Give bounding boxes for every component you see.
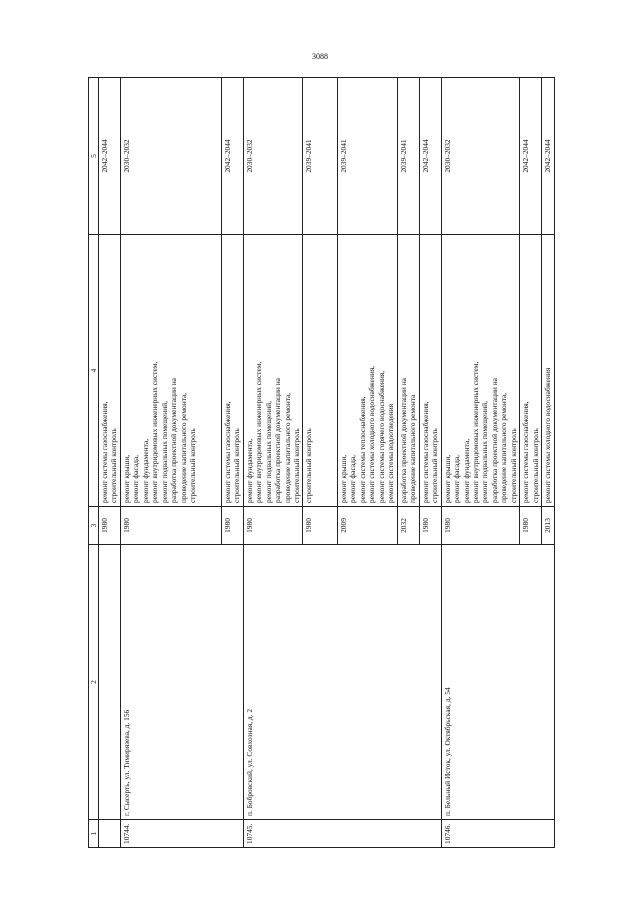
- year-cell: 1980: [520, 507, 542, 545]
- work-line: ремонт внутридомовых инженерных систем,: [471, 361, 480, 503]
- period-cell: 2042–2044: [99, 78, 121, 235]
- works-cell: [441, 235, 520, 507]
- object-number-cell: [99, 820, 121, 848]
- work-line: ремонт подвальных помещений,: [263, 401, 273, 503]
- period-cell: 2030–2032: [243, 78, 303, 235]
- header-row: [89, 78, 99, 848]
- work-line: ремонт системы теплоснабжения,: [357, 396, 367, 503]
- header-cell: 5: [89, 78, 99, 235]
- year-cell: 2009: [337, 507, 397, 545]
- works-cell: [542, 235, 554, 507]
- address-cell: [99, 545, 121, 820]
- work-line: разработка проектной документации на: [489, 378, 499, 503]
- year-cell: 1980: [221, 507, 243, 545]
- work-line: ремонт системы водоотведения: [386, 403, 396, 503]
- work-line: проведение капитального ремонта,: [499, 392, 509, 503]
- table-row: [441, 78, 520, 848]
- capital-repair-table: [88, 77, 555, 848]
- work-line: проведение капитального ремонта,: [282, 392, 292, 503]
- period-cell: 2042–2044: [520, 78, 542, 235]
- page-number: 3088: [312, 52, 328, 61]
- work-line: ремонт подвальных помещений,: [159, 401, 169, 503]
- work-line: проведение капитального ремонта,: [178, 392, 188, 503]
- table-row: [120, 78, 221, 848]
- work-line: ремонт фундамента,: [140, 438, 150, 503]
- work-line: ремонт системы газоснабжения,: [222, 401, 232, 503]
- cell-spacer: [198, 238, 220, 503]
- work-line: строительный контроль: [430, 428, 440, 503]
- work-line: ремонт внутридомовых инженерных систем,: [254, 361, 264, 503]
- works-cell: [303, 235, 337, 507]
- work-line: ремонт фасада,: [452, 455, 462, 503]
- table-row: [243, 78, 303, 848]
- work-line: ремонт фундамента,: [461, 438, 471, 503]
- works-cell: [221, 235, 243, 507]
- period-cell: 2039–2041: [337, 78, 397, 235]
- header-cell: 4: [89, 235, 99, 507]
- works-cell: [120, 235, 221, 507]
- header-cell: 3: [89, 507, 99, 545]
- cell-spacer: [314, 238, 336, 503]
- work-line: строительный контроль: [232, 428, 242, 503]
- period-cell: 2039–2041: [397, 78, 419, 235]
- object-number-cell: 10746.: [441, 820, 554, 848]
- period-cell: 2042–2044: [221, 78, 243, 235]
- work-line: ремонт системы холодного водоснабжения: [543, 367, 553, 503]
- address-cell: г. Сысерть, ул. Тимирязева, д. 156: [120, 545, 243, 820]
- work-line: строительный контроль: [304, 428, 314, 503]
- work-line: ремонт крыши,: [442, 454, 452, 503]
- work-line: ремонт системы газоснабжения,: [100, 401, 109, 503]
- work-line: строительный контроль: [508, 428, 518, 503]
- period-cell: 2042–2044: [542, 78, 554, 235]
- work-line: строительный контроль: [530, 428, 540, 503]
- period-cell: 2042–2044: [419, 78, 441, 235]
- rotated-table-wrapper: [88, 78, 588, 848]
- works-cell: [419, 235, 441, 507]
- work-line: ремонт крыши,: [121, 454, 131, 503]
- work-line: ремонт внутридомовых инженерных систем,: [150, 361, 160, 503]
- header-cell: 1: [89, 820, 99, 848]
- object-number-cell: 10745.: [243, 820, 441, 848]
- work-line: ремонт фундамента,: [244, 438, 254, 503]
- object-number-cell: 10744.: [120, 820, 243, 848]
- works-cell: [243, 235, 303, 507]
- period-cell: 2030–2032: [120, 78, 221, 235]
- work-line: разработка проектной документации на: [273, 378, 283, 503]
- works-cell: [337, 235, 397, 507]
- work-line: ремонт крыши,: [338, 454, 348, 503]
- work-line: ремонт системы горячего водоснабжения,: [376, 370, 386, 503]
- period-cell: 2039–2041: [303, 78, 337, 235]
- year-cell: 1980: [441, 507, 520, 545]
- year-cell: 1980: [99, 507, 121, 545]
- table-body: [89, 78, 555, 848]
- work-line: ремонт системы холодного водоснабжения,: [367, 366, 377, 503]
- work-line: ремонт системы газоснабжения,: [521, 401, 531, 503]
- year-cell: 1980: [243, 507, 303, 545]
- works-cell: [520, 235, 542, 507]
- year-cell: 1980: [120, 507, 221, 545]
- address-cell: п. Бельный Исток, ул. Октябрьская, д. 54: [441, 545, 554, 820]
- work-line: ремонт системы газоснабжения,: [420, 401, 430, 503]
- works-cell: [99, 235, 121, 507]
- work-line: проведение капитального ремонта: [408, 394, 418, 503]
- address-cell: п. Бобровский, ул. Совхозная, д. 2: [243, 545, 441, 820]
- work-line: строительный контроль: [188, 428, 198, 503]
- header-cell: 2: [89, 545, 99, 820]
- table-row: [99, 78, 121, 848]
- works-cell: [397, 235, 419, 507]
- work-line: разработка проектной документации на: [398, 378, 408, 503]
- work-line: ремонт фасада,: [348, 455, 358, 503]
- work-line: ремонт подвальных помещений,: [480, 401, 490, 503]
- year-cell: 1980: [419, 507, 441, 545]
- period-cell: 2030–2032: [441, 78, 520, 235]
- work-line: строительный контроль: [109, 428, 119, 503]
- year-cell: 2032: [397, 507, 419, 545]
- year-cell: 2013: [542, 507, 554, 545]
- work-line: строительный контроль: [291, 428, 301, 503]
- year-cell: 1980: [303, 507, 337, 545]
- work-line: разработка проектной документации на: [169, 378, 179, 503]
- work-line: ремонт фасада,: [131, 455, 141, 503]
